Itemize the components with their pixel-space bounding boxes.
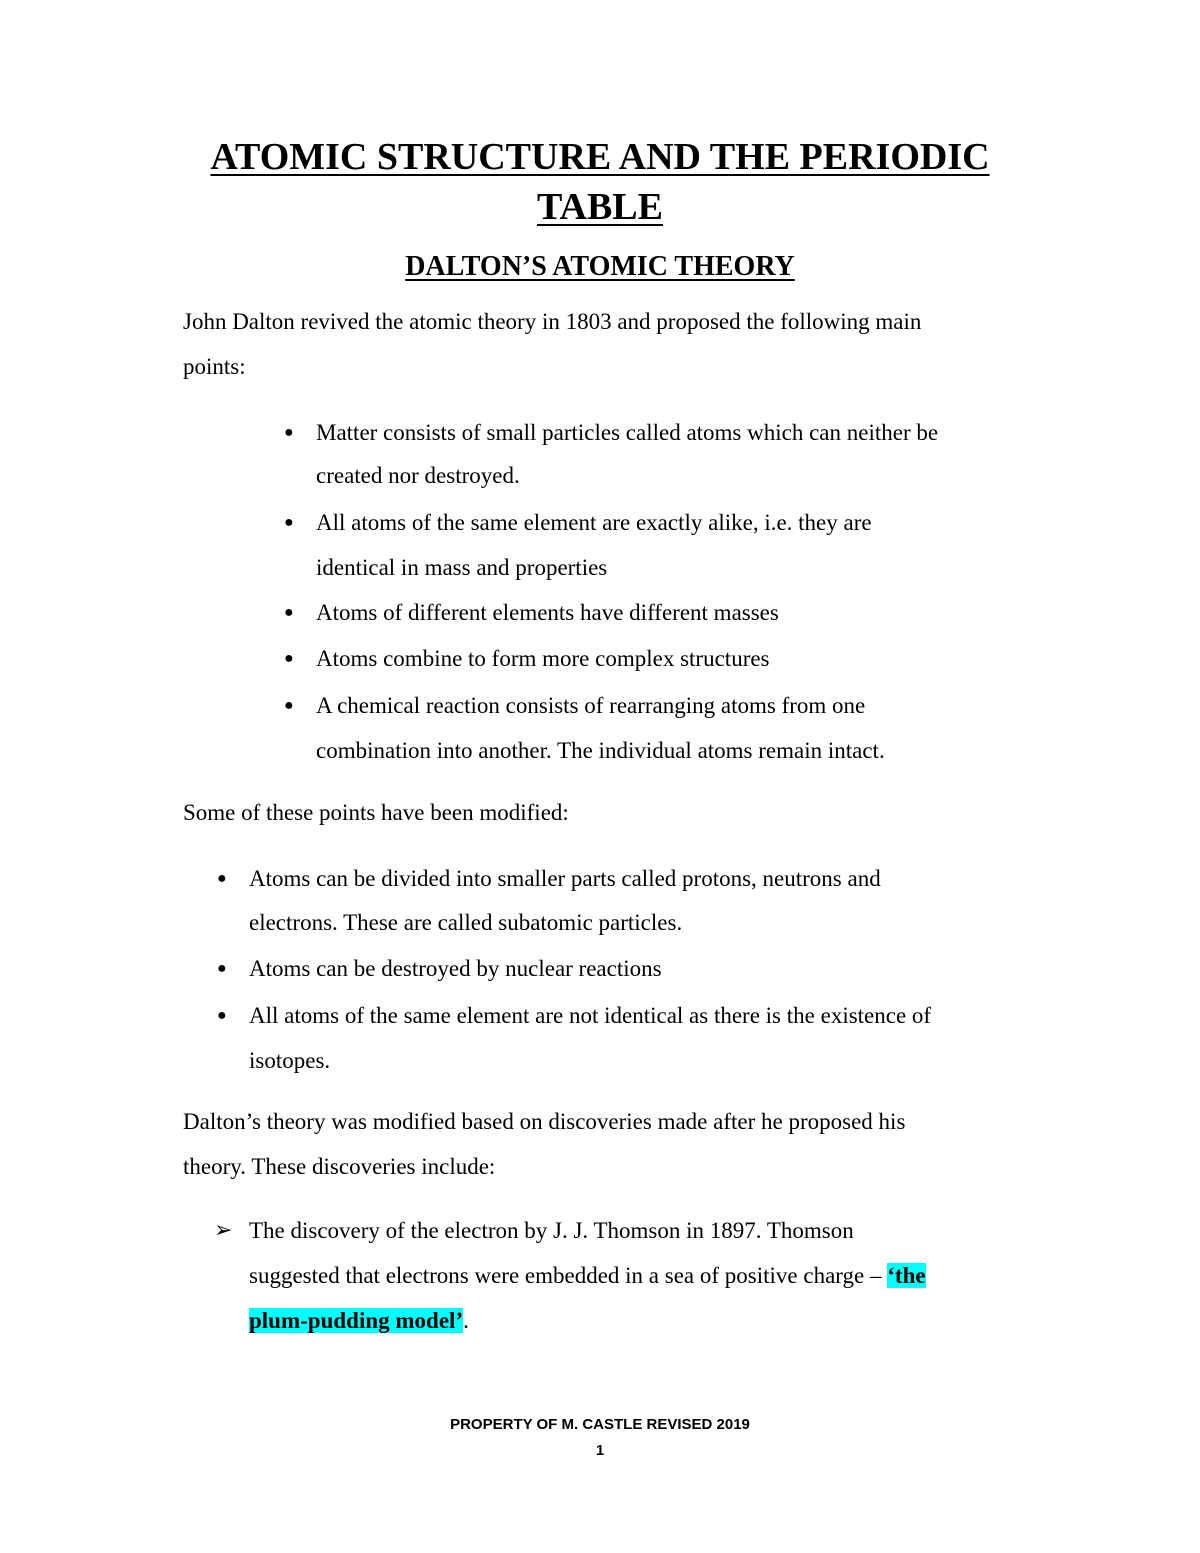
discoveries-line2: theory. These discoveries include: — [183, 1154, 496, 1179]
dalton-point-2-line1: All atoms of the same element are exactly alike, i.e. they are — [316, 510, 872, 535]
dalton-point-2-line2: identical in mass and properties — [316, 555, 608, 580]
modified-intro: Some of these points have been modified: — [183, 800, 569, 825]
discoveries-line1: Dalton’s theory was modified based on discoveries made after he proposed his — [183, 1109, 906, 1134]
intro-line1: John Dalton revived the atomic theory in 1803 and proposed the following main — [183, 309, 922, 334]
page-number: 1 — [595, 1442, 605, 1459]
section-heading: DALTON’S ATOMIC THEORY — [405, 251, 795, 282]
modified-point-3-line1: All atoms of the same element are not identical as there is the existence of — [249, 1003, 932, 1028]
footer-text: PROPERTY OF M. CASTLE REVISED 2019 — [450, 1416, 750, 1433]
bullet-icon: ● — [217, 960, 227, 977]
page-title-line2: TABLE — [536, 186, 663, 228]
discovery-item-line2 — [249, 1253, 926, 1298]
discovery-item-line2-text: suggested that electrons were embedded in a sea of positive charge – — [249, 1263, 888, 1288]
modified-point-2: Atoms can be destroyed by nuclear reactions — [249, 956, 662, 981]
bullet-icon: ● — [217, 870, 227, 887]
modified-point-1-line1: Atoms can be divided into smaller parts called protons, neutrons and — [249, 866, 881, 891]
highlighted-term-end: plum-pudding model’ — [249, 1308, 464, 1333]
intro-line2: points: — [183, 354, 246, 379]
bullet-icon: ● — [284, 604, 294, 621]
bullet-icon: ● — [217, 1007, 227, 1024]
discovery-item-line1: The discovery of the electron by J. J. Thomson in 1897. Thomson — [249, 1218, 854, 1243]
dalton-point-4: Atoms combine to form more complex structures — [316, 646, 770, 671]
discovery-item-line3-tail: . — [463, 1308, 469, 1333]
bullet-icon: ● — [284, 697, 294, 714]
page-title-line1: ATOMIC STRUCTURE AND THE PERIODIC — [210, 136, 990, 178]
dalton-point-3: Atoms of different elements have different masses — [316, 600, 779, 625]
dalton-point-1-line1: Matter consists of small particles called atoms which can neither be — [316, 420, 939, 445]
bullet-icon: ● — [284, 650, 294, 667]
discovery-item-line3 — [249, 1298, 469, 1343]
modified-point-3-line2: isotopes. — [249, 1048, 331, 1073]
arrow-bullet-icon: ➢ — [214, 1218, 233, 1243]
bullet-icon: ● — [284, 514, 294, 531]
dalton-point-5-line2: combination into another. The individual atoms remain intact. — [316, 738, 885, 763]
bullet-icon: ● — [284, 424, 294, 441]
modified-point-1-line2: electrons. These are called subatomic particles. — [249, 910, 683, 935]
dalton-point-5-line1: A chemical reaction consists of rearranging atoms from one — [316, 693, 866, 718]
highlighted-term-start: ‘the — [887, 1263, 926, 1288]
dalton-point-1-line2: created nor destroyed. — [316, 463, 520, 488]
